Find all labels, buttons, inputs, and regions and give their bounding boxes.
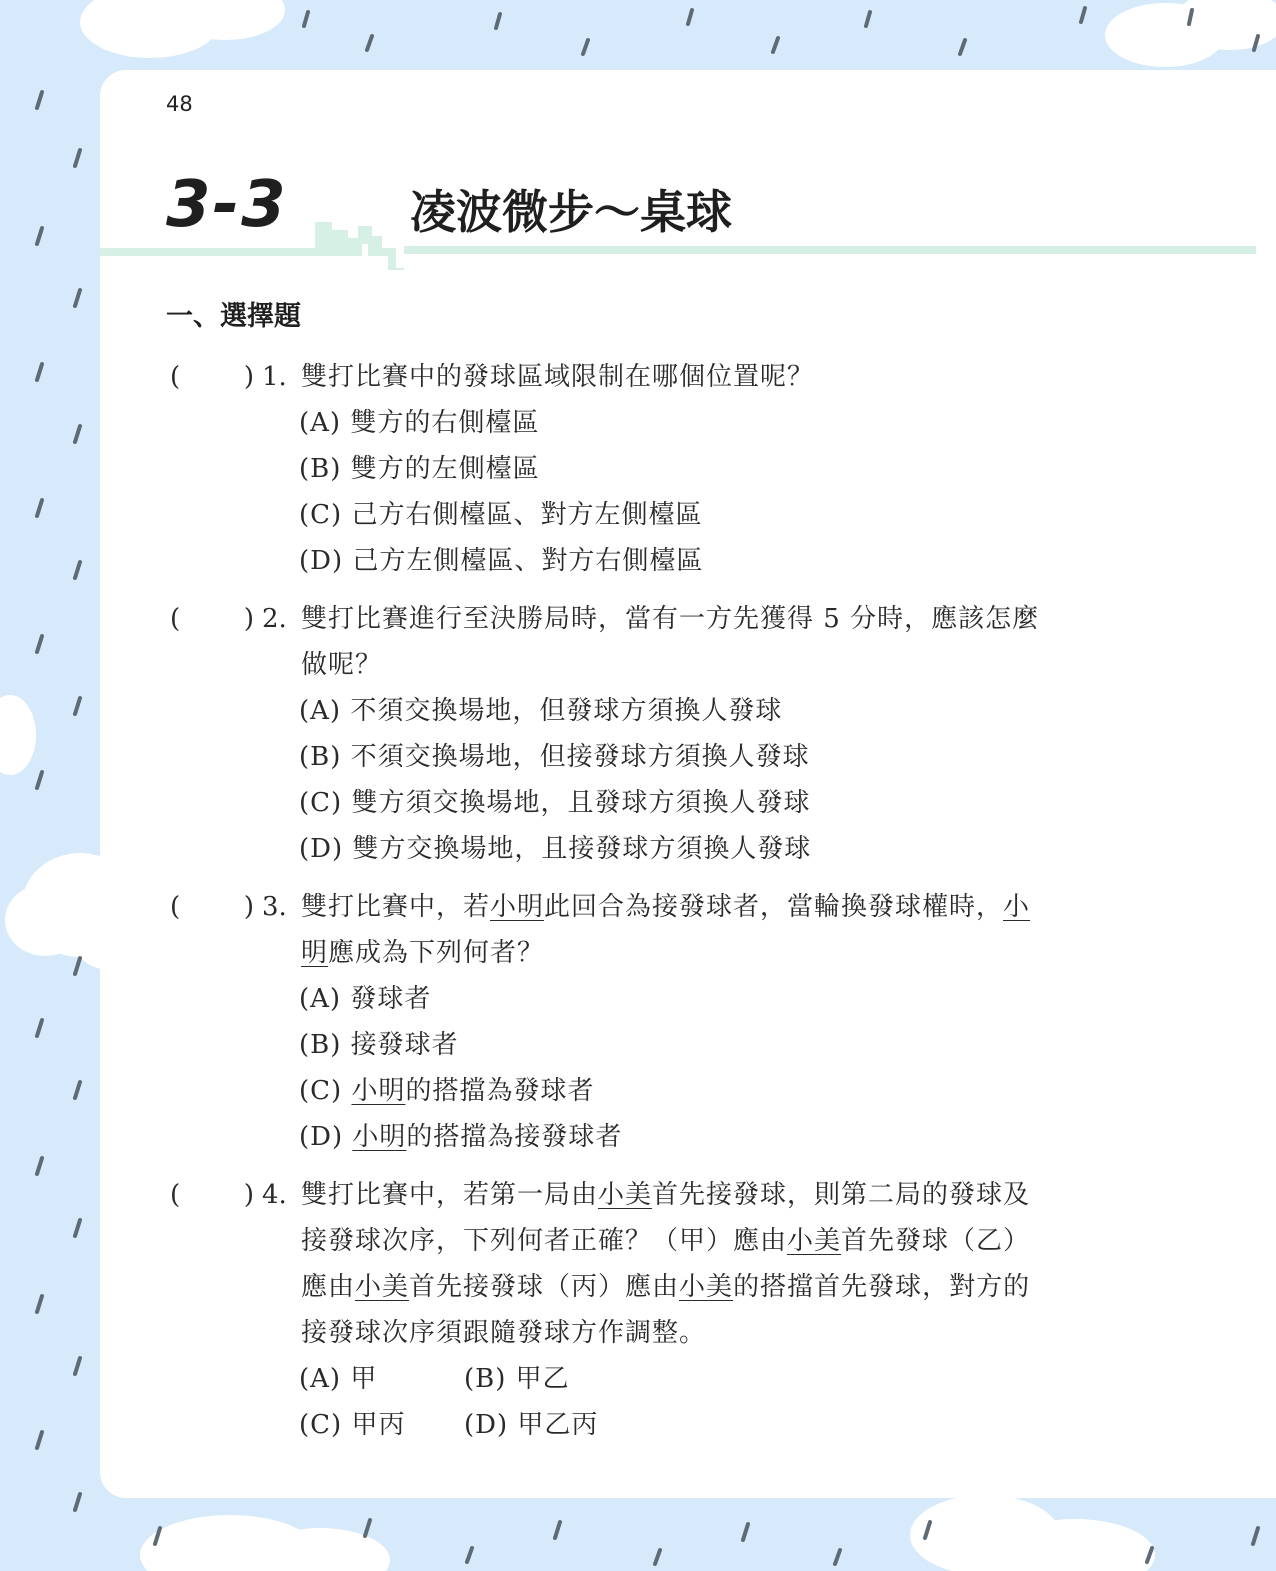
option-text: 雙方須交換場地，且發球方須換人發球 <box>351 788 811 818</box>
option-text: 的搭擋為接發球者 <box>406 1122 623 1152</box>
option-label: (A) <box>299 1364 342 1394</box>
question-text-line-2 <box>301 930 1130 976</box>
question-text-line-1 <box>301 884 1130 930</box>
option-b <box>299 446 1130 492</box>
option-text: 不須交換場地，但接發球方須換人發球 <box>350 742 810 772</box>
person-name: 小美 <box>355 1272 410 1302</box>
text-run: 應由 <box>301 1272 356 1302</box>
option-b <box>299 1022 1130 1068</box>
option-text: 接發球者 <box>350 1030 459 1060</box>
question-number: 4. <box>262 1180 287 1210</box>
question-text-line-2: 做呢？ <box>301 650 383 680</box>
option-text: 己方左側檯區、對方右側檯區 <box>352 546 704 576</box>
option-text: 甲 <box>350 1364 378 1394</box>
option-text: 己方右側檯區、對方左側檯區 <box>351 500 703 530</box>
text-run: 首先接發球（丙）應由 <box>409 1272 680 1302</box>
option-text: 雙方的左側檯區 <box>350 454 540 484</box>
option-text: 的搭擋為發球者 <box>405 1076 595 1106</box>
option-label: (A) <box>299 984 342 1014</box>
paren-open: ( <box>170 1180 181 1210</box>
question-text-line-3 <box>301 1264 1130 1310</box>
chapter-number: 3-3 <box>166 168 288 242</box>
option-row-2 <box>299 1402 1130 1448</box>
option-c <box>299 780 1130 826</box>
question-text-line-2 <box>301 1218 1130 1264</box>
option-label: (D) <box>299 1122 344 1152</box>
paren-open: ( <box>170 362 181 392</box>
person-name: 小美 <box>598 1180 653 1210</box>
answer-blank[interactable] <box>170 884 254 930</box>
option-d <box>464 1402 629 1448</box>
option-text: 甲乙丙 <box>517 1410 599 1440</box>
text-run: 雙打比賽中，若第一局由 <box>301 1180 599 1210</box>
paren-close: ) <box>243 892 254 922</box>
question-1 <box>170 354 1130 584</box>
text-run: 此回合為接發球者，當輪換發球權時， <box>544 892 1004 922</box>
question-list <box>170 354 1130 1460</box>
person-name: 小美 <box>679 1272 734 1302</box>
paren-open: ( <box>170 892 181 922</box>
question-number: 1. <box>262 362 287 392</box>
question-text-line-4: 接發球次序須跟隨發球方作調整。 <box>301 1318 707 1348</box>
option-label: (C) <box>299 1410 343 1440</box>
person-name: 明 <box>301 938 329 968</box>
question-number: 3. <box>262 892 287 922</box>
option-row-1 <box>299 1356 1130 1402</box>
option-text: 雙方交換場地，且接發球方須換人發球 <box>352 834 812 864</box>
chapter-title: 凌波微步～桌球 <box>410 185 732 239</box>
option-label: (B) <box>299 742 342 772</box>
text-run: 的搭擋首先發球，對方的 <box>733 1272 1031 1302</box>
option-label: (B) <box>299 1030 342 1060</box>
text-run: 應成為下列何者？ <box>328 938 545 968</box>
text-run: 首先發球（乙） <box>841 1226 1031 1256</box>
option-label: (C) <box>299 1076 343 1106</box>
option-a <box>299 976 1130 1022</box>
option-label: (D) <box>299 546 344 576</box>
option-label: (D) <box>464 1410 509 1440</box>
question-text: 雙打比賽中的發球區域限制在哪個位置呢？ <box>301 362 815 392</box>
paren-close: ) <box>243 362 254 392</box>
option-d <box>299 826 1130 872</box>
option-d <box>299 1114 1130 1160</box>
option-c <box>299 492 1130 538</box>
answer-blank[interactable] <box>170 1172 254 1218</box>
option-a <box>299 400 1130 446</box>
person-name: 小明 <box>490 892 545 922</box>
paren-close: ) <box>243 604 254 634</box>
option-label: (C) <box>299 500 343 530</box>
option-b <box>464 1356 629 1402</box>
option-label: (A) <box>299 696 342 726</box>
person-name: 小明 <box>351 1076 406 1106</box>
answer-blank[interactable] <box>170 354 254 400</box>
option-c <box>299 1402 464 1448</box>
person-name: 小美 <box>787 1226 842 1256</box>
option-label: (D) <box>299 834 344 864</box>
option-text: 甲乙 <box>515 1364 570 1394</box>
option-label: (B) <box>464 1364 507 1394</box>
option-c <box>299 1068 1130 1114</box>
person-name: 小明 <box>352 1122 407 1152</box>
question-text-line-1: 雙打比賽進行至決勝局時，當有一方先獲得 5 分時，應該怎麼 <box>301 604 1040 634</box>
person-name: 小 <box>1003 892 1031 922</box>
option-label: (B) <box>299 454 342 484</box>
question-number: 2. <box>262 604 287 634</box>
option-b <box>299 734 1130 780</box>
option-a <box>299 688 1130 734</box>
option-text: 發球者 <box>350 984 432 1014</box>
question-2 <box>170 596 1130 872</box>
paren-open: ( <box>170 604 181 634</box>
option-d <box>299 538 1130 584</box>
section-heading: 一、選擇題 <box>166 301 301 332</box>
question-3 <box>170 884 1130 1160</box>
question-text-line-1 <box>301 1172 1130 1218</box>
option-text: 甲丙 <box>351 1410 406 1440</box>
text-run: 接發球次序，下列何者正確？（甲）應由 <box>301 1226 788 1256</box>
option-label: (A) <box>299 408 342 438</box>
paren-close: ) <box>243 1180 254 1210</box>
option-text: 不須交換場地，但發球方須換人發球 <box>350 696 783 726</box>
page-number: 48 <box>166 92 193 116</box>
option-text: 雙方的右側檯區 <box>350 408 540 438</box>
question-4 <box>170 1172 1130 1448</box>
text-run: 雙打比賽中，若 <box>301 892 491 922</box>
option-a <box>299 1356 464 1402</box>
option-label: (C) <box>299 788 343 818</box>
text-run: 首先接發球，則第二局的發球及 <box>652 1180 1031 1210</box>
answer-blank[interactable] <box>170 596 254 642</box>
